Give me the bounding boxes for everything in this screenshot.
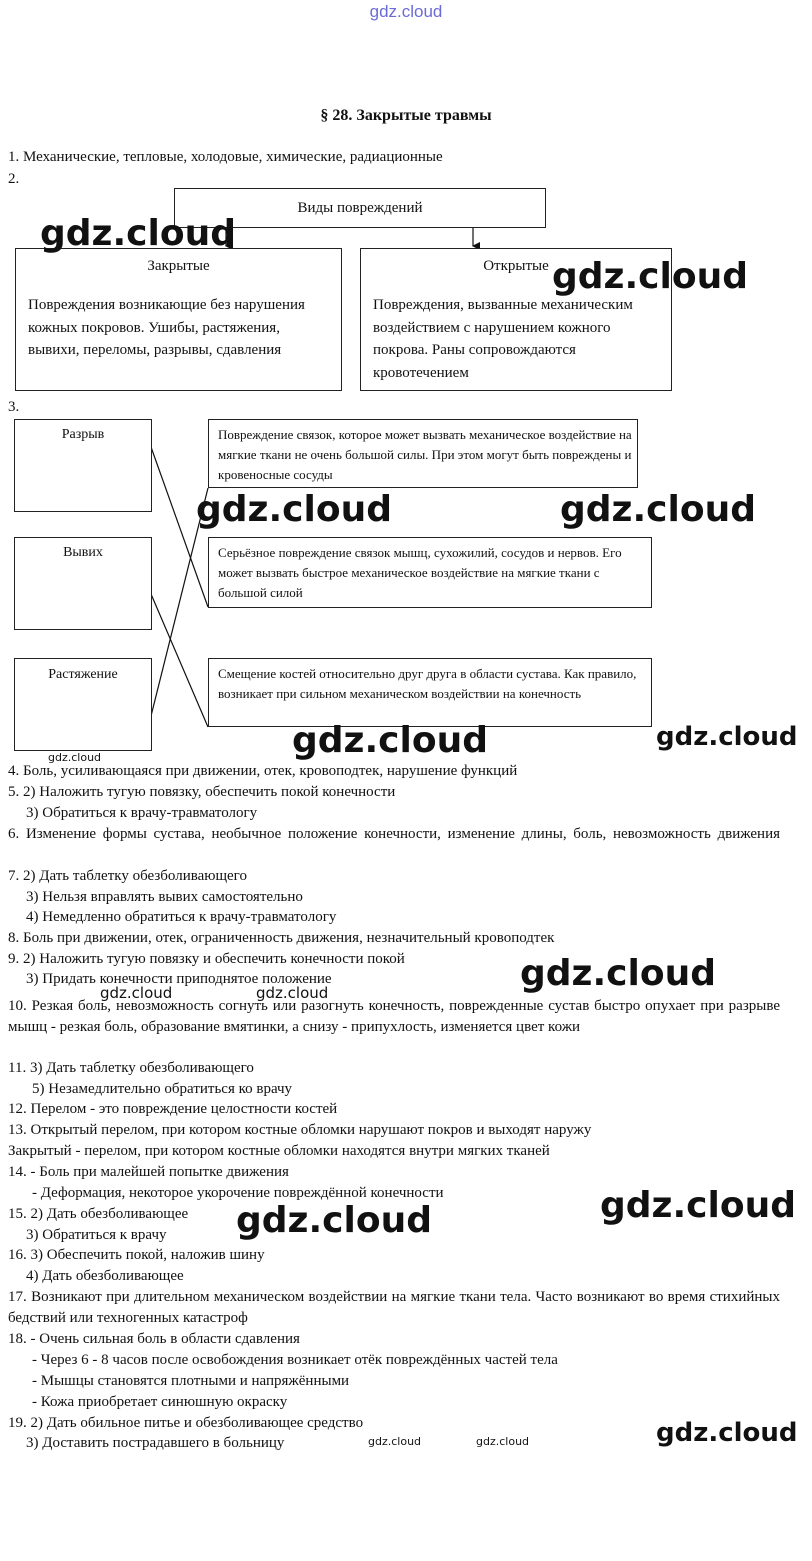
watermark: gdz.cloud xyxy=(236,1200,432,1241)
answer-12: 12. Перелом - это повреждение целостности костей xyxy=(8,1101,338,1117)
closed-injuries-box xyxy=(15,248,342,391)
answer-15-2: 3) Обратиться к врачу xyxy=(26,1227,167,1243)
watermark: gdz.cloud xyxy=(560,489,756,530)
answer-17: 17. Возникают при длительном механическом воздействии на мягкие ткани тела. Часто возникают во время стихийных бедствий или техногенных катастроф xyxy=(8,1289,780,1326)
match-line-dislocation xyxy=(151,594,208,727)
answer-15-1: 15. 2) Дать обезболивающее xyxy=(8,1206,189,1222)
term-sprain-box xyxy=(14,658,152,751)
watermark: gdz.cloud xyxy=(196,489,392,530)
answer-10: 10. Резкая боль, невозможность согнуть или разогнуть конечность, поврежденные сустав быстро опухает при разрыве мышц - резкая боль, образование вмятинки, а снизу - припухлость, изменяется цвет кожи xyxy=(8,998,780,1035)
answer-7-3: 4) Немедленно обратиться к врачу-травматологу xyxy=(26,909,337,925)
watermark: gdz.cloud xyxy=(520,953,716,994)
answer-5-2: 3) Обратиться к врачу-травматологу xyxy=(26,805,258,821)
term-dislocation: Вывих xyxy=(63,545,103,560)
answer-16-1: 16. 3) Обеспечить покой, наложив шину xyxy=(8,1247,265,1263)
answer-8: 8. Боль при движении, отек, ограниченность движения, незначительный кровоподтек xyxy=(8,930,555,946)
watermark: gdz.cloud xyxy=(656,1418,798,1448)
answer-9-2: 3) Придать конечности приподнятое положение xyxy=(26,971,332,987)
answer-16-2: 4) Дать обезболивающее xyxy=(26,1268,184,1284)
answer-14-1: 14. - Боль при малейшей попытке движения xyxy=(8,1164,289,1180)
answer-1: 1. Механические, тепловые, холодовые, химические, радиационные xyxy=(8,149,443,165)
closed-injuries-text: Повреждения возникающие без нарушения кожных покровов. Ушибы, растяжения, вывихи, переломы, разрывы, сдавления xyxy=(28,297,305,358)
answer-18-4: - Кожа приобретает синюшную окраску xyxy=(32,1394,288,1410)
answer-6: 6. Изменение формы сустава, необычное положение конечности, изменение длины, боль, невозможность движения xyxy=(8,826,780,842)
desc-rupture: Серьёзное повреждение связок мышц, сухожилий, сосудов и нервов. Его может вызвать быстрое механическое воздействие на мягкие ткани с большой силой xyxy=(218,545,622,600)
watermark: gdz.cloud xyxy=(256,984,329,1002)
answer-19-2: 3) Доставить пострадавшего в больницу xyxy=(26,1435,285,1451)
closed-injuries-title: Закрытые xyxy=(147,258,210,274)
answer-13-2: Закрытый - перелом, при котором костные обломки находятся внутри мягких тканей xyxy=(8,1143,550,1159)
open-injuries-title: Открытые xyxy=(483,258,549,274)
answer-11-2: 5) Незамедлительно обратиться ко врачу xyxy=(32,1081,293,1097)
watermark: gdz.cloud xyxy=(100,984,173,1002)
watermark: gdz.cloud xyxy=(600,1185,796,1226)
answer-11-1: 11. 3) Дать таблетку обезболивающего xyxy=(8,1060,254,1076)
answer-3-label: 3. xyxy=(8,399,20,415)
answer-9-1: 9. 2) Наложить тугую повязку и обеспечить конечности покой xyxy=(8,951,405,967)
answer-18-3: - Мышцы становятся плотными и напряжёнными xyxy=(32,1373,350,1389)
answer-14-2: - Деформация, некоторое укорочение повреждённой конечности xyxy=(32,1185,444,1201)
term-dislocation-box xyxy=(14,537,152,630)
page-title: § 28. Закрытые травмы xyxy=(320,107,492,124)
desc-dislocation: Смещение костей относительно друг друга в области сустава. Как правило, возникает при сильном механическом воздействии на конечность xyxy=(218,666,637,701)
answer-4: 4. Боль, усиливающаяся при движении, отек, кровоподтек, нарушение функций xyxy=(8,763,518,779)
watermark: gdz.cloud xyxy=(48,751,102,764)
desc-rupture-box xyxy=(208,537,652,608)
watermark: gdz.cloud xyxy=(656,722,798,752)
answer-19-1: 19. 2) Дать обильное питье и обезболивающее средство xyxy=(8,1415,364,1431)
term-rupture: Разрыв xyxy=(61,427,105,442)
desc-sprain: Повреждение связок, которое может вызвать механическое воздействие на мягкие ткани не очень большой силы. При этом могут быть повреждены и кровеносные сосуды xyxy=(218,427,632,482)
answer-7-1: 7. 2) Дать таблетку обезболивающего xyxy=(8,868,247,884)
watermark: gdz.cloud xyxy=(40,213,236,254)
answer-2-label: 2. xyxy=(8,171,20,187)
answer-18-2: - Через 6 - 8 часов после освобождения возникает отёк повреждённых частей тела xyxy=(32,1352,558,1368)
desc-dislocation-box xyxy=(208,658,652,727)
answer-13-1: 13. Открытый перелом, при котором костные обломки нарушают покров и выходят наружу xyxy=(8,1122,592,1138)
open-injuries-text: Повреждения, вызванные механическим воздействием с нарушением кожного покрова. Раны сопровождаются кровотечением xyxy=(373,297,633,381)
answer-18-1: 18. - Очень сильная боль в области сдавления xyxy=(8,1331,300,1347)
term-sprain: Растяжение xyxy=(48,667,118,682)
site-label-top: gdz.cloud xyxy=(369,2,443,21)
watermark: gdz.cloud xyxy=(476,1435,530,1448)
diagram-root-label: Виды повреждений xyxy=(297,200,423,216)
watermark: gdz.cloud xyxy=(552,256,748,297)
watermark: gdz.cloud xyxy=(368,1435,422,1448)
term-rupture-box xyxy=(14,419,152,512)
answer-5-1: 5. 2) Наложить тугую повязку, обеспечить покой конечности xyxy=(8,784,396,800)
watermark: gdz.cloud xyxy=(292,720,488,761)
answer-7-2: 3) Нельзя вправлять вывих самостоятельно xyxy=(26,889,303,905)
desc-sprain-box xyxy=(208,419,638,488)
